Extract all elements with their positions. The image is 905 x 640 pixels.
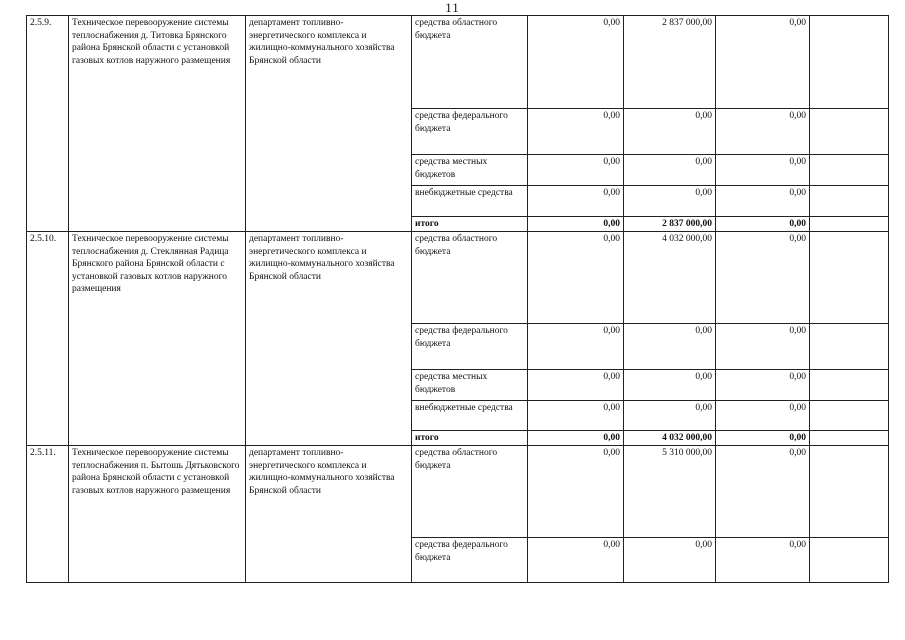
value-cell: 0,00 xyxy=(716,538,810,583)
source-label: средства местных бюджетов xyxy=(412,370,528,401)
value-cell xyxy=(810,446,889,538)
value-cell xyxy=(810,155,889,186)
value-cell xyxy=(810,16,889,109)
item-number: 2.5.11. xyxy=(27,446,69,583)
table-row xyxy=(27,16,889,109)
value-cell: 0,00 xyxy=(716,446,810,538)
value-cell: 0,00 xyxy=(624,370,716,401)
value-cell: 0,00 xyxy=(716,232,810,324)
value-cell: 0,00 xyxy=(716,431,810,446)
value-cell: 0,00 xyxy=(624,538,716,583)
source-label: внебюджетные средства xyxy=(412,186,528,217)
source-label: внебюджетные средства xyxy=(412,401,528,431)
source-label: средства федерального бюджета xyxy=(412,109,528,155)
item-number: 2.5.10. xyxy=(27,232,69,446)
value-cell xyxy=(810,538,889,583)
value-cell: 0,00 xyxy=(624,324,716,370)
value-cell: 0,00 xyxy=(528,109,624,155)
value-cell: 0,00 xyxy=(528,16,624,109)
value-cell xyxy=(810,232,889,324)
value-cell xyxy=(810,324,889,370)
value-cell: 0,00 xyxy=(716,370,810,401)
item-executor: департамент топливно-энергетического комплекса и жилищно-коммунального хозяйства Брянской области xyxy=(246,16,412,232)
value-cell: 0,00 xyxy=(528,538,624,583)
value-cell xyxy=(810,370,889,401)
item-name: Техническое перевооружение системы теплоснабжения п. Бытошь Дятьковского района Брянской области с установкой газовых котлов наружного размещения xyxy=(69,446,246,583)
item-name: Техническое перевооружение системы теплоснабжения д. Стеклянная Радица Брянского района Брянской области с установкой газовых котлов наружного размещения xyxy=(69,232,246,446)
total-label: итого xyxy=(412,431,528,446)
source-label: средства областного бюджета xyxy=(412,232,528,324)
value-cell: 0,00 xyxy=(528,324,624,370)
value-cell: 0,00 xyxy=(528,155,624,186)
value-cell: 0,00 xyxy=(528,431,624,446)
value-cell xyxy=(810,186,889,217)
source-label: средства областного бюджета xyxy=(412,446,528,538)
value-cell: 0,00 xyxy=(716,217,810,232)
value-cell: 0,00 xyxy=(716,186,810,217)
table-row xyxy=(27,232,889,324)
source-label: средства местных бюджетов xyxy=(412,155,528,186)
value-cell: 0,00 xyxy=(528,232,624,324)
value-cell: 0,00 xyxy=(624,401,716,431)
item-name: Техническое перевооружение системы теплоснабжения д. Титовка Брянского района Брянской области с установкой газовых котлов наружного размещения xyxy=(69,16,246,232)
value-cell: 0,00 xyxy=(716,155,810,186)
value-cell xyxy=(810,109,889,155)
value-cell: 0,00 xyxy=(528,370,624,401)
value-cell: 0,00 xyxy=(624,186,716,217)
value-cell: 2 837 000,00 xyxy=(624,16,716,109)
source-label: средства федерального бюджета xyxy=(412,324,528,370)
value-cell: 0,00 xyxy=(528,217,624,232)
value-cell: 4 032 000,00 xyxy=(624,431,716,446)
value-cell xyxy=(810,217,889,232)
value-cell: 2 837 000,00 xyxy=(624,217,716,232)
value-cell: 5 310 000,00 xyxy=(624,446,716,538)
item-executor: департамент топливно-энергетического комплекса и жилищно-коммунального хозяйства Брянской области xyxy=(246,232,412,446)
table-row xyxy=(27,446,889,538)
source-label: средства федерального бюджета xyxy=(412,538,528,583)
value-cell: 0,00 xyxy=(716,109,810,155)
item-number: 2.5.9. xyxy=(27,16,69,232)
value-cell xyxy=(810,431,889,446)
value-cell: 0,00 xyxy=(528,446,624,538)
value-cell: 0,00 xyxy=(624,155,716,186)
value-cell: 0,00 xyxy=(528,401,624,431)
source-label: средства областного бюджета xyxy=(412,16,528,109)
item-executor: департамент топливно-энергетического комплекса и жилищно-коммунального хозяйства Брянской области xyxy=(246,446,412,583)
value-cell: 0,00 xyxy=(716,401,810,431)
value-cell xyxy=(810,401,889,431)
budget-table xyxy=(26,15,889,583)
total-label: итого xyxy=(412,217,528,232)
value-cell: 0,00 xyxy=(624,109,716,155)
page-number: 11 xyxy=(445,0,460,15)
value-cell: 0,00 xyxy=(716,324,810,370)
value-cell: 0,00 xyxy=(528,186,624,217)
value-cell: 4 032 000,00 xyxy=(624,232,716,324)
value-cell: 0,00 xyxy=(716,16,810,109)
